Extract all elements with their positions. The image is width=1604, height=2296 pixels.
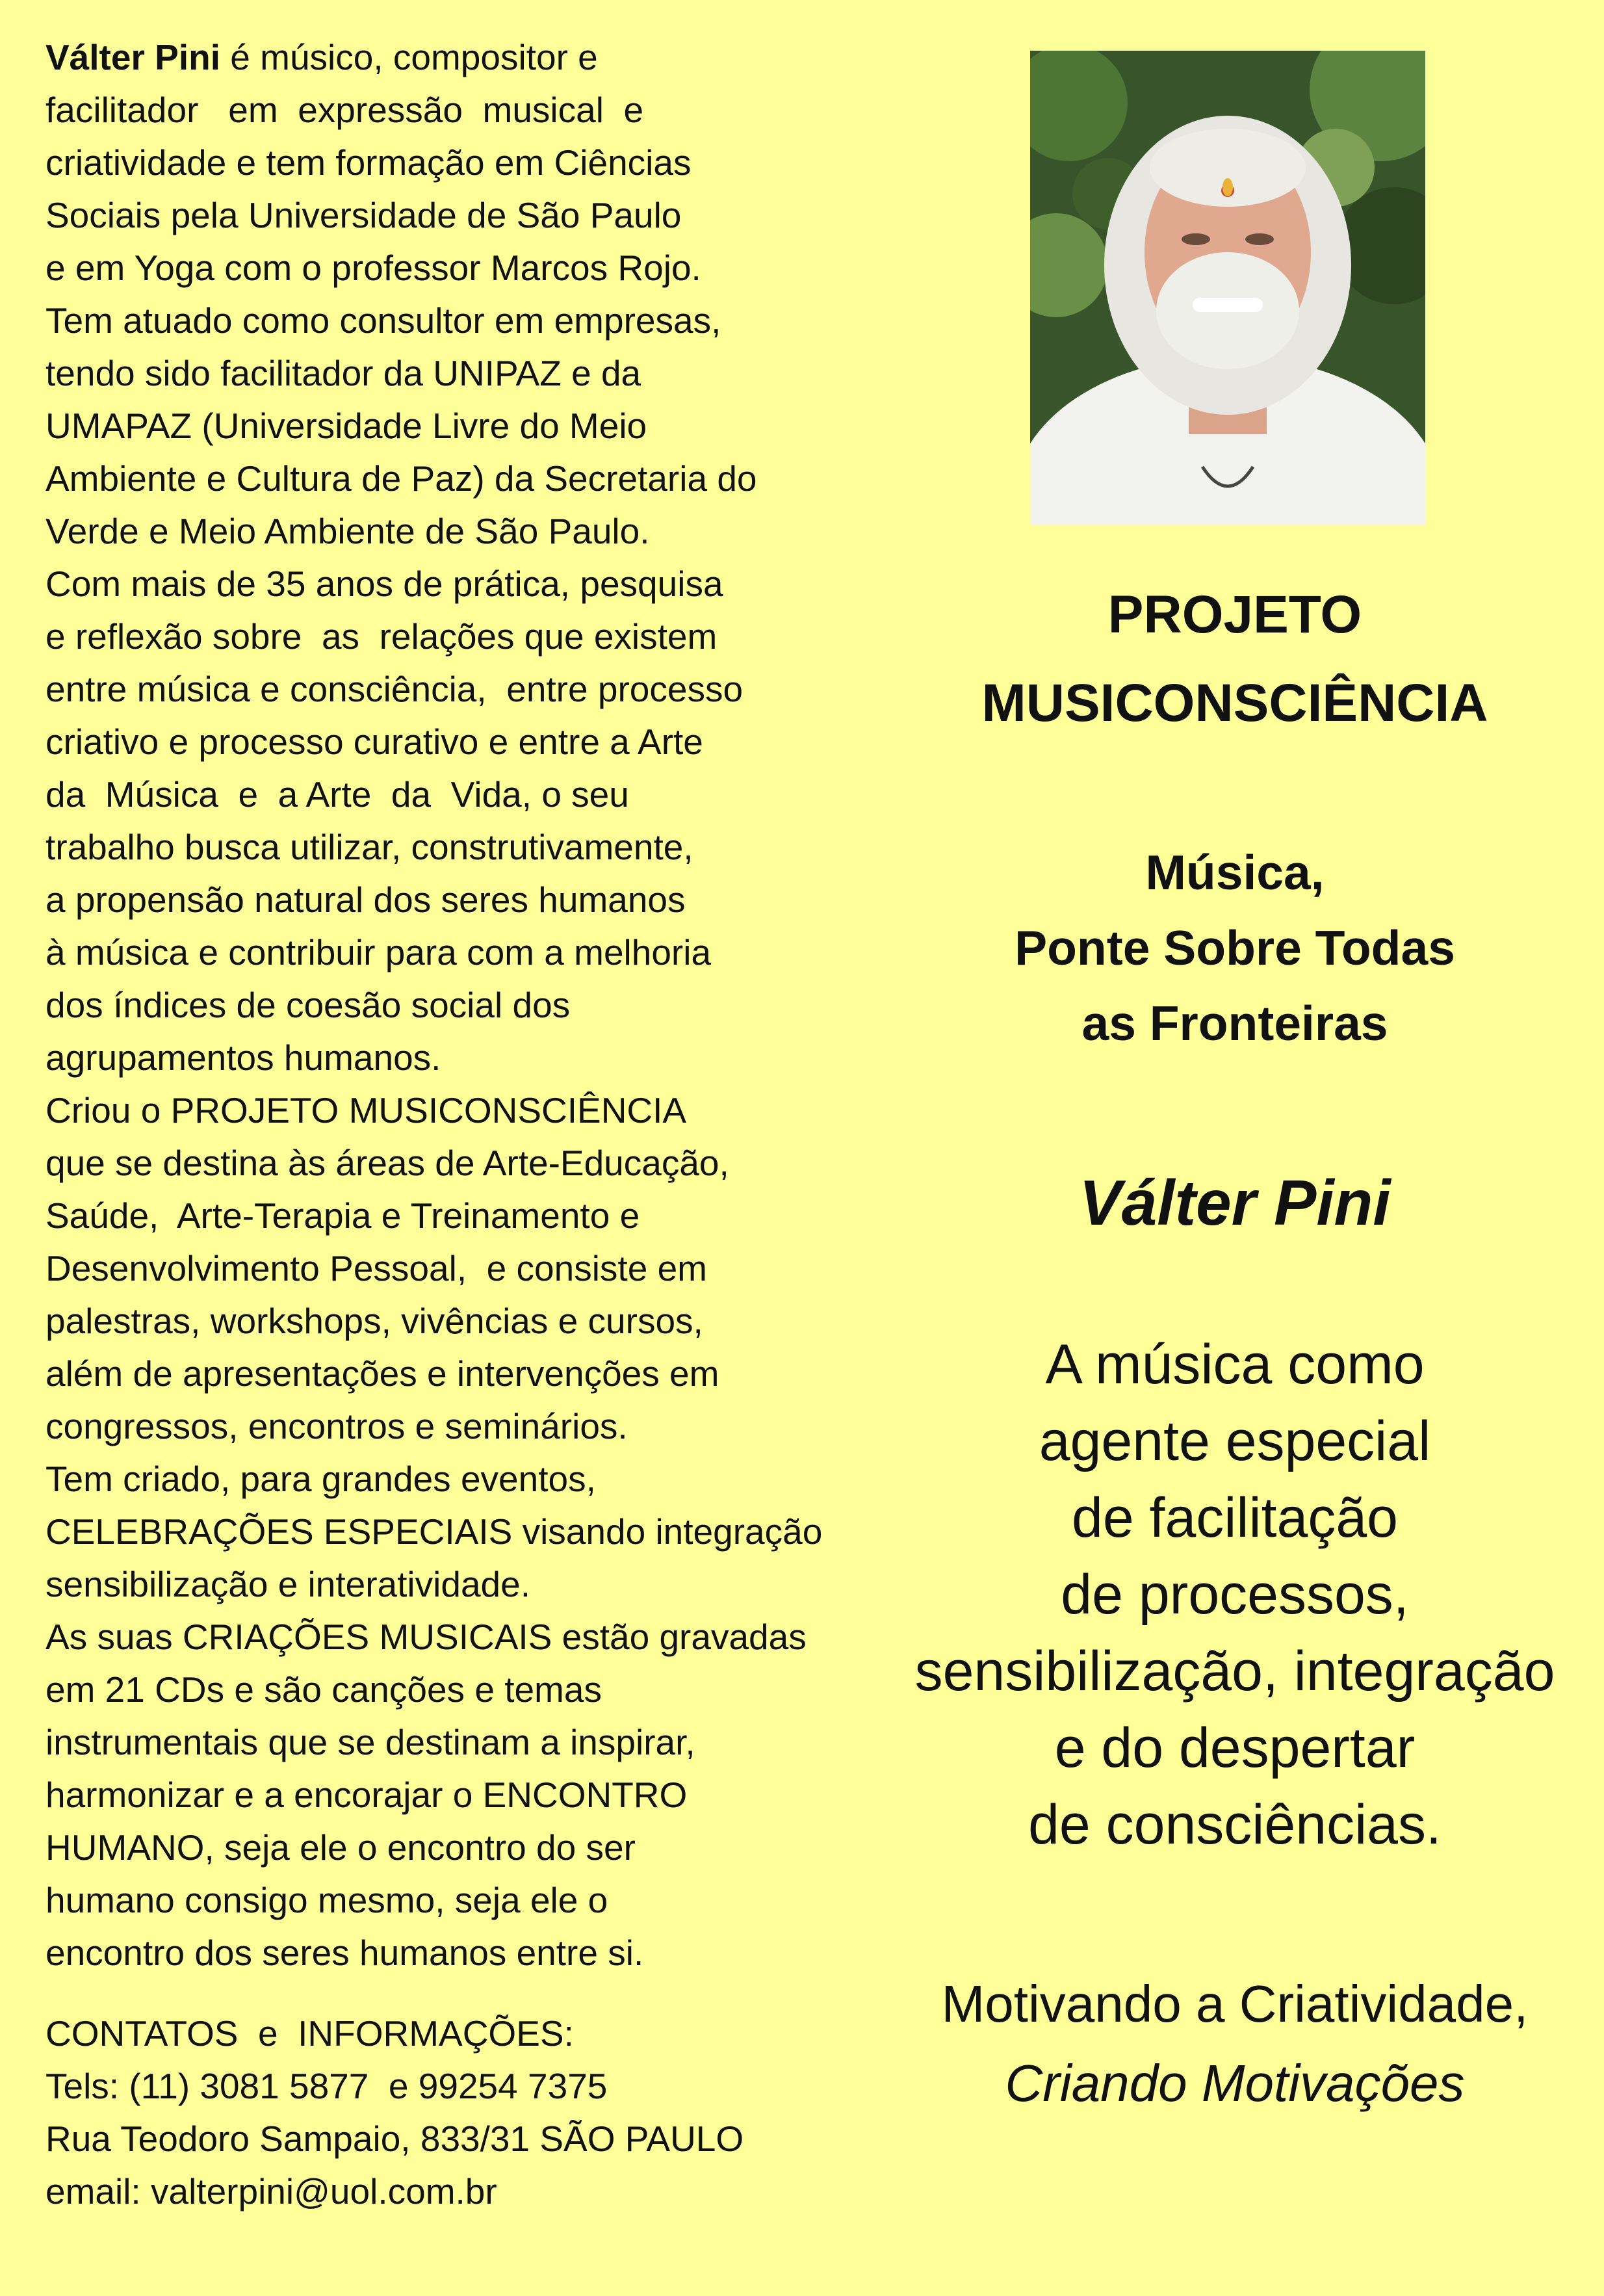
bio-text — [45, 31, 858, 1979]
contacts-email: email: valterpini@uol.com.br — [45, 2171, 497, 2211]
tagline-line: sensibilização, integração — [914, 1640, 1555, 1702]
bio-line: UMAPAZ (Universidade Livre do Meio — [45, 406, 647, 446]
bio-line: que se destina às áreas de Arte-Educação, — [45, 1143, 729, 1183]
bio-line: Ambiente e Cultura de Paz) da Secretaria do — [45, 458, 757, 499]
bio-line: Verde e Meio Ambiente de São Paulo. — [45, 511, 650, 551]
tagline-line: de consciências. — [1028, 1794, 1442, 1856]
tagline-line: A música como — [1045, 1333, 1425, 1396]
bio-line: entre música e consciência, entre processo — [45, 669, 744, 709]
tagline-line: de processos, — [1061, 1563, 1409, 1626]
project-title-line-1: PROJETO — [1107, 585, 1362, 644]
bio-line: a propensão natural dos seres humanos — [45, 880, 686, 920]
bio-line: criativo e processo curativo e entre a Arte — [45, 722, 703, 762]
project-title — [871, 571, 1599, 748]
bio-line: criatividade e tem formação em Ciências — [45, 142, 692, 183]
bio-line: agrupamentos humanos. — [45, 1037, 441, 1078]
author-name: Válter Pini — [1079, 1167, 1391, 1238]
bio-line: trabalho busca utilizar, construtivamente, — [45, 827, 693, 867]
project-title-line-2: MUSICONSCIÊNCIA — [981, 673, 1488, 733]
bio-line: Criou o PROJETO MUSICONSCIÊNCIA — [45, 1090, 687, 1130]
motto-line-1: Motivando a Criatividade, — [941, 1975, 1529, 2033]
bio-line: e em Yoga com o professor Marcos Rojo. — [45, 248, 701, 288]
subtitle-line-1: Música, — [1145, 845, 1325, 900]
bio-line: HUMANO, seja ele o encontro do ser — [45, 1827, 636, 1868]
subtitle-line-3: as Fronteiras — [1081, 996, 1388, 1050]
bio-line: da Música e a Arte da Vida, o seu — [45, 774, 629, 815]
motto-line-2: Criando Motivações — [1005, 2054, 1465, 2112]
tagline-line: agente especial — [1039, 1410, 1431, 1472]
bio-line: e reflexão sobre as relações que existem — [45, 616, 718, 657]
bio-author-name: Válter Pini — [45, 37, 220, 77]
bio-line: sensibilização e interatividade. — [45, 1564, 530, 1604]
subtitle-line-2: Ponte Sobre Todas — [1015, 920, 1455, 975]
bio-line: palestras, workshops, vivências e cursos, — [45, 1301, 703, 1341]
bio-line: em 21 CDs e são canções e temas — [45, 1669, 602, 1710]
bio-line: Saúde, Arte-Terapia e Treinamento e — [45, 1195, 640, 1236]
bio-line: facilitador em expressão musical e — [45, 90, 644, 130]
bio-line: congressos, encontros e seminários. — [45, 1406, 628, 1446]
contacts-block — [45, 2007, 858, 2218]
bio-line: além de apresentações e intervenções em — [45, 1353, 719, 1394]
bio-line: As suas CRIAÇÕES MUSICAIS estão gravadas — [45, 1617, 807, 1657]
tagline — [871, 1326, 1599, 1863]
bio-line: instrumentais que se destinam a inspirar, — [45, 1722, 695, 1762]
bio-line: humano consigo mesmo, seja ele o — [45, 1880, 608, 1920]
bio-line: Tem criado, para grandes eventos, — [45, 1459, 596, 1499]
author-portrait-image — [1030, 51, 1425, 525]
tagline-line: e do despertar — [1054, 1717, 1416, 1779]
bio-line: encontro dos seres humanos entre si. — [45, 1933, 644, 1973]
bio-line: Com mais de 35 anos de prática, pesquisa — [45, 564, 723, 604]
contacts-heading: CONTATOS e INFORMAÇÕES: — [45, 2013, 574, 2054]
contacts-address: Rua Teodoro Sampaio, 833/31 SÃO PAULO — [45, 2119, 744, 2159]
bio-line: Desenvolvimento Pessoal, e consiste em — [45, 1248, 707, 1288]
author-photo — [1030, 51, 1425, 525]
bio-line: dos índices de coesão social dos — [45, 985, 571, 1025]
motto — [871, 1964, 1599, 2123]
bio-line-1-rest: é músico, compositor e — [220, 37, 598, 77]
bio-line: à música e contribuir para com a melhoria — [45, 932, 712, 972]
bio-line: tendo sido facilitador da UNIPAZ e da — [45, 353, 641, 393]
bio-line: CELEBRAÇÕES ESPECIAIS visando integração — [45, 1511, 823, 1552]
contacts-phones: Tels: (11) 3081 5877 e 99254 7375 — [45, 2066, 608, 2106]
bio-line: harmonizar e a encorajar o ENCONTRO — [45, 1775, 688, 1815]
tagline-line: de facilitação — [1072, 1487, 1398, 1549]
project-subtitle — [871, 835, 1599, 1061]
bio-line-1 — [45, 31, 858, 84]
bio-line: Tem atuado como consultor em empresas, — [45, 300, 721, 341]
bio-line: Sociais pela Universidade de São Paulo — [45, 195, 682, 235]
